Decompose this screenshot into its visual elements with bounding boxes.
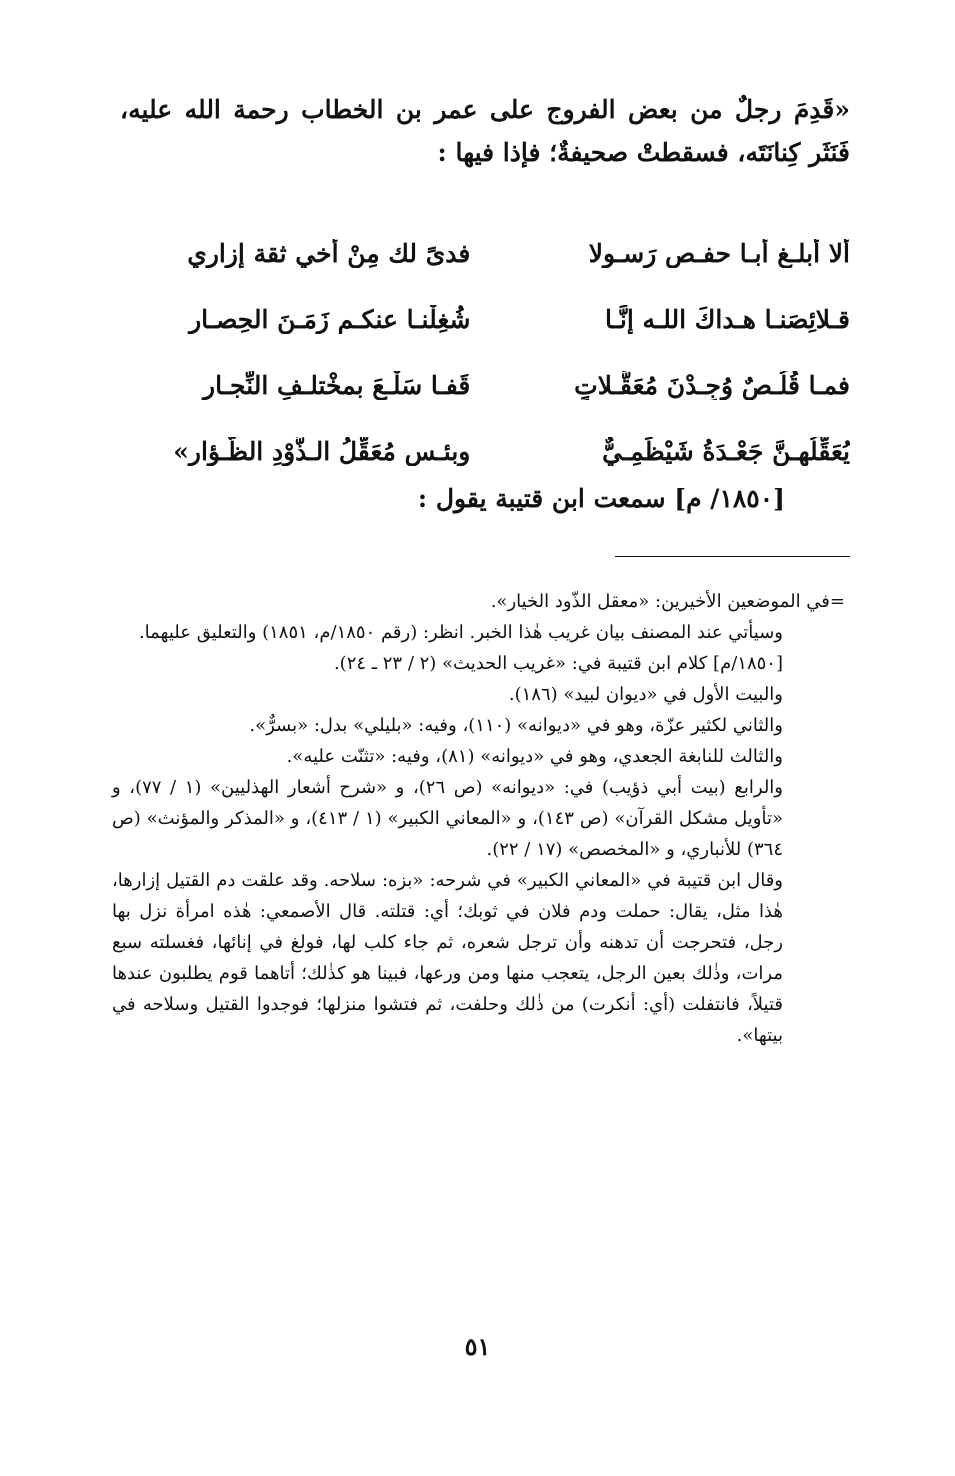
footnote-paragraph: والثالث للنابغة الجعدي، وهو في «ديوانه» (٨١)، وفيه: «تثنّت عليه».: [286, 746, 783, 767]
verse-line: [120, 418, 850, 484]
poem-verses: [120, 220, 850, 484]
footnote-paragraph: وسيأتي عند المصنف بيان غريب هٰذا الخبر. انظر: (رقم ١٨٥٠/م، ١٨٥١) والتعليق عليهما.: [138, 622, 783, 643]
verse-first-hemistich: ألا أبلـغ أبـا حفـصٍ رَسـولا: [588, 238, 850, 268]
footnote-paragraph: والرابع (بيت أبي ذؤيب) في: «ديوانه» (ص ٢٦)، و «شرح أشعار الهذليين» (١ / ٧٧)، و «تأويل مشكل القرآن» (ص ١٤٣)، و «المعاني الكبير» (١ / ٤١٣)، و «المذكر والمؤنث» (ص ٣٦٤) للأنباري، و «المخصص» (١٧ / ٢٢).: [112, 777, 783, 860]
verse-second-hemistich: وبئـس مُعَقِّلُ الـذَّوْدِ الظُّـؤارِ»: [173, 436, 471, 466]
section-heading-1850m: [١٨٥٠/ م] سمعت ابن قتيبة يقول :: [417, 484, 785, 513]
verse-second-hemistich: قَفـا سَلْـعَ بمخْتلـفِ النِّجـارِ: [203, 370, 471, 400]
footnote-divider: [615, 556, 850, 557]
footnote-paragraph: والثاني لكثير عزّة، وهو في «ديوانه» (١١٠)، وفيه: «بليلي» بدل: «بسرٌّ».: [249, 715, 783, 736]
verse-line: [120, 352, 850, 418]
page-number: ٥١: [464, 1332, 491, 1361]
verse-second-hemistich: فدىً لك مِنْ أخي ثقة إزاري: [187, 238, 471, 268]
intro-paragraph: «قَدِمَ رجلٌ من بعض الفروج على عمر بن الخطاب رحمة الله عليه، فَنَثَر كِنانَتَه، فسقطتْ صحيفةٌ؛ فإذا فيها :: [120, 95, 850, 167]
footnote-paragraph: =في الموضعين الأخيرين: «معقل الذّود الخيار».: [490, 591, 845, 612]
verse-first-hemistich: قـلائِصَنـا هـداكَ اللـه إنَّـا: [604, 304, 850, 334]
verse-line: [120, 220, 850, 286]
verse-second-hemistich: شُغِلْنـا عنكـم زَمَـنَ الحِصـارِ: [189, 304, 471, 334]
footnote-paragraph: [١٨٥٠/م] كلام ابن قتيبة في: «غريب الحديث» (٢ / ٢٣ ـ ٢٤).: [333, 653, 783, 674]
verse-line: [120, 286, 850, 352]
footnote-paragraph: والبيت الأول في «ديوان لبيد» (١٨٦).: [508, 684, 783, 705]
footnote-paragraph: وقال ابن قتيبة في «المعاني الكبير» في شرحه: «بزه: سلاحه. وقد علقت دم القتيل إزارها، هٰذا مثل، يقال: حملت ودم فلان في ثوبك؛ أي: قتلته. قال الأصمعي: هٰذه امرأة نزل بها رجل، فتحرجت أن تدهنه وأن ترجل شعره، ثم جاء كلب لها، فولغ في إنائها، فغسلته سبع مرات، وذٰلك بعين الرجل، يتعجب منها ومن ورعها، فبينا هو كذٰلك؛ أتاهما قوم يطلبون عندها قتيلاً، فانتفلت (أي: أنكرت) من ذٰلك وحلفت، ثم فتشوا منزلها؛ فوجدوا القتيل وسلاحه في بيتها».: [112, 870, 783, 1046]
verse-first-hemistich: يُعَقِّلُهـنَّ جَعْـدَةُ شَيْظَمِـيٌّ: [602, 436, 850, 466]
verse-first-hemistich: فمـا قُلُـصٌ وُجِـدْنَ مُعَقَّـلاتٍ: [574, 370, 850, 400]
footnotes: [112, 586, 845, 1051]
